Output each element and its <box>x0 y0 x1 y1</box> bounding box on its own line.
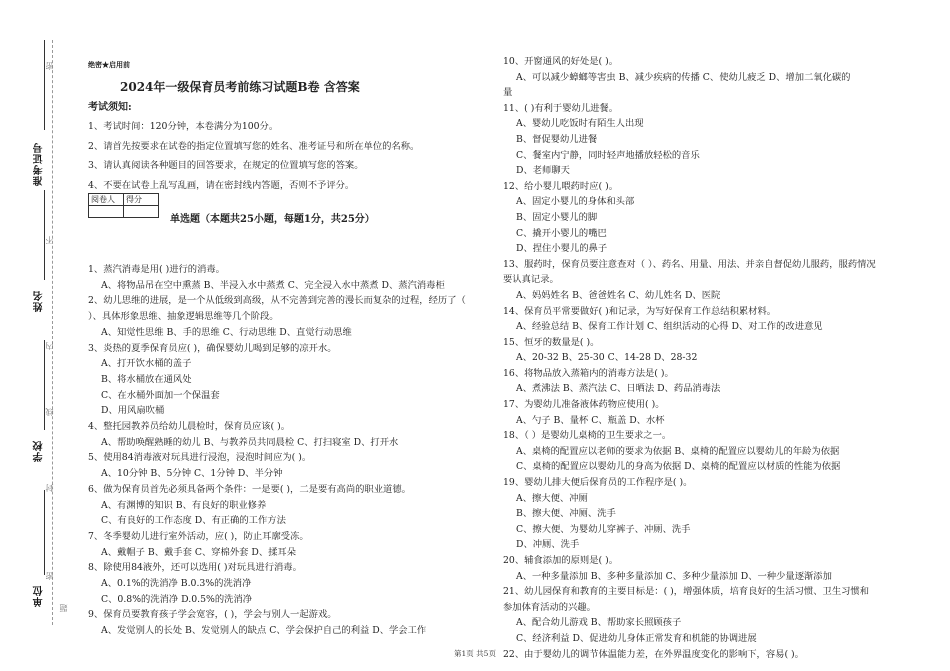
answer-option: C、有良好的工作态度 D、有正确的工作方法 <box>101 515 286 527</box>
question-text: 6、做为保育员首先必须具备两个条件：一是要( )，二是要有高尚的职业道德。 <box>88 483 411 495</box>
exam-title: 2024年一级保育员考前练习试题B卷 含答案 <box>120 80 360 94</box>
question-text: 21、幼儿园保育和教育的主要目标是：( )，增强体质，培育良好的生活习惯、卫生习惯和 <box>503 586 870 598</box>
answer-option: A、煮沸法 B、蒸汽法 C、日晒法 D、药品消毒法 <box>516 383 721 395</box>
margin-hint: 密 <box>45 62 54 70</box>
answer-option: B、督促婴幼儿进餐 <box>516 133 598 145</box>
margin-hint: 线 <box>45 408 54 416</box>
notice-item: 2、请首先按要求在试卷的指定位置填写您的姓名、准考证号和所在单位的名称。 <box>88 140 420 152</box>
answer-option: A、发觉别人的长处 B、发觉别人的缺点 C、学会保护自己的利益 D、学会工作 <box>101 625 427 637</box>
answer-option: B、擦大便、冲厕、洗手 <box>516 508 616 520</box>
answer-option: C、桌椅的配置应以婴幼儿的身高为依据 D、桌椅的配置应以材质的性能为依据 <box>516 461 841 473</box>
unit-field[interactable] <box>44 490 45 575</box>
seal-line <box>52 40 53 625</box>
binding-margin <box>0 0 70 671</box>
score-header: 得分 <box>124 194 159 206</box>
question-text: 18、（ ）是婴幼儿桌椅的卫生要求之一。 <box>503 430 672 442</box>
answer-option: B、固定小婴儿的脚 <box>516 211 598 223</box>
score-table <box>88 193 159 218</box>
question-text: 4、整托园教养员给幼儿晨检时，保育员应该( )。 <box>88 421 291 433</box>
answer-option: C、餐室内宁静，同时轻声地播放轻松的音乐 <box>516 149 700 161</box>
answer-option: A、戴帽子 B、戴手套 C、穿棉外套 D、揉耳朵 <box>101 546 297 558</box>
answer-option: A、知觉性思维 B、手的思维 C、行动思维 D、直觉行动思维 <box>101 326 352 338</box>
name-field[interactable] <box>44 190 45 280</box>
margin-label-exam-number: 准考证号 <box>34 142 45 186</box>
question-text: 10、开窗通风的好处是( )。 <box>503 56 619 67</box>
answer-option: C、0.8%的洗消净 D.0.5%的洗消净 <box>101 593 253 605</box>
answer-option: A、固定小婴儿的身体和头部 <box>516 196 635 208</box>
answer-option: A、勺子 B、量杯 C、瓶盖 D、水杯 <box>516 414 665 426</box>
section-heading: 单选题（本题共25小题，每题1分，共25分） <box>170 214 375 225</box>
notice-item: 4、不要在试卷上乱写乱画，请在密封线内答题，否则不予评分。 <box>88 179 355 191</box>
page-footer: 第1页 共5页 <box>454 649 496 658</box>
margin-hint: 密 <box>45 572 54 580</box>
answer-option: C、在水桶外面加一个保温套 <box>101 389 220 401</box>
question-text: 2、幼儿思维的进展，是一个从低级到高级，从不完善到完善的漫长而复杂的过程，经历了（ <box>88 295 466 307</box>
answer-option: D、用风扇吹桶 <box>101 405 165 417</box>
notice-item: 3、请认真阅读各种题目的回答要求，在规定的位置填写您的答案。 <box>88 160 364 172</box>
margin-hint: 不 <box>45 236 54 244</box>
school-field[interactable] <box>44 340 45 430</box>
answer-option: A、配合幼儿游戏 B、帮助家长照顾孩子 <box>516 617 682 629</box>
answer-option: D、老师聊天 <box>516 165 570 177</box>
question-text: 13、服药时，保育员要注意查对（ ）、药名、用量、用法、并亲自督促幼儿服药，服药情况 <box>503 258 876 270</box>
question-text: 7、冬季婴幼儿进行室外活动，应( )，防止耳廓受冻。 <box>88 530 309 542</box>
notice-list <box>88 117 419 195</box>
question-text: 14、保育员平常要做好( )和记录，为写好保育工作总结积累材料。 <box>503 305 777 317</box>
question-text: 20、辅食添加的原则是( )。 <box>503 555 619 566</box>
question-text: 量 <box>503 87 513 99</box>
notice-heading: 考试须知: <box>88 102 132 113</box>
left-question-column <box>88 262 488 639</box>
answer-option: A、桌椅的配置应以老师的要求为依据 B、桌椅的配置应以婴幼儿的年龄为依据 <box>516 445 840 457</box>
answer-option: C、撬开小婴儿的嘴巴 <box>516 227 607 239</box>
answer-option: A、妈妈姓名 B、爸爸姓名 C、幼儿姓名 D、医院 <box>516 289 721 301</box>
question-text: ）、具体形象思维、抽象逻辑思维等几个阶段。 <box>88 311 279 323</box>
answer-option: D、冲厕、洗手 <box>516 539 580 551</box>
answer-option: B、将水桶放在通风处 <box>101 373 192 385</box>
grader-header: 阅卷人 <box>89 194 124 206</box>
answer-option: A、20-32 B、25-30 C、14-28 D、28-32 <box>516 352 698 364</box>
answer-option: C、经济利益 D、促进幼儿身体正常发育和机能的协调进展 <box>516 632 757 644</box>
answer-option: A、经验总结 B、保育工作计划 C、组织活动的心得 D、对工作的改进意见 <box>516 321 823 333</box>
margin-hint: 题 <box>59 604 68 612</box>
answer-option: A、帮助唤醒熟睡的幼儿 B、与教养员共同晨检 C、打扫寝室 D、打开水 <box>101 436 399 448</box>
right-question-column <box>503 54 918 662</box>
question-text: 22、由于婴幼儿的调节体温能力差，在外界温度变化的影响下，容易( )。 <box>503 648 804 660</box>
answer-option: A、婴幼儿吃饭时有陌生人出现 <box>516 118 644 130</box>
question-text: 12、给小婴儿喂药时应( )。 <box>503 180 619 192</box>
question-text: 1、蒸汽消毒是用( )进行的消毒。 <box>88 264 225 275</box>
exam-number-field[interactable] <box>44 40 45 130</box>
question-text: 要认真记录。 <box>503 274 559 286</box>
question-text: 16、将物品放入蒸箱内的消毒方法是( )。 <box>503 367 674 379</box>
answer-option: C、擦大便、为婴幼儿穿裤子、冲厕、洗手 <box>516 523 691 535</box>
question-text: 9、保育员要教育孩子学会宽容，( )，学会与别人一起游戏。 <box>88 609 337 621</box>
margin-label-unit: 单位 <box>34 585 45 607</box>
question-text: 5、使用84消毒液对玩具进行浸泡，浸泡时间应为( )。 <box>88 452 312 464</box>
confidential-label: 绝密★启用前 <box>88 60 130 69</box>
answer-option: A、10分钟 B、5分钟 C、1分钟 D、半分钟 <box>101 468 283 480</box>
question-text: 11、( )有利于婴幼儿进餐。 <box>503 102 619 114</box>
question-text: 参加体育活动的兴趣。 <box>503 601 596 613</box>
grader-cell[interactable] <box>89 206 124 218</box>
question-text: 3、炎热的夏季保育员应( )，确保婴幼儿喝到足够的凉开水。 <box>88 342 337 354</box>
notice-item: 1、考试时间：120分钟，本卷满分为100分。 <box>88 121 279 132</box>
answer-option: A、打开饮水桶的盖子 <box>101 358 192 370</box>
score-cell[interactable] <box>124 206 159 218</box>
question-text: 15、恒牙的数量是( )。 <box>503 336 600 348</box>
question-text: 8、除使用84液外，还可以选用( )对玩具进行消毒。 <box>88 562 302 574</box>
margin-label-school: 学校 <box>34 440 45 462</box>
question-text: 19、婴幼儿排大便后保育员的工作程序是( )。 <box>503 477 693 489</box>
answer-option: A、将物品吊在空中熏蒸 B、半浸入水中蒸煮 C、完全浸入水中蒸煮 D、蒸汽消毒柜 <box>101 279 445 291</box>
question-text: 17、为婴幼儿准备液体药物应使用( )。 <box>503 399 665 411</box>
margin-label-name: 姓名 <box>34 290 45 312</box>
answer-option: A、有渊博的知识 B、有良好的职业修养 <box>101 499 267 511</box>
answer-option: A、一种多量添加 B、多种多量添加 C、多种少量添加 D、一种少量逐渐添加 <box>516 570 832 582</box>
margin-hint: 封 <box>45 484 54 492</box>
answer-option: A、0.1%的洗消净 B.0.3%的洗消净 <box>101 578 252 590</box>
answer-option: A、可以减少蟑螂等害虫 B、减少疾病的传播 C、使幼儿疲乏 D、增加二氧化碳的 <box>516 71 851 83</box>
answer-option: D、捏住小婴儿的鼻子 <box>516 243 608 255</box>
answer-option: A、擦大便、冲厕 <box>516 492 588 504</box>
margin-hint: 内 <box>45 342 54 350</box>
